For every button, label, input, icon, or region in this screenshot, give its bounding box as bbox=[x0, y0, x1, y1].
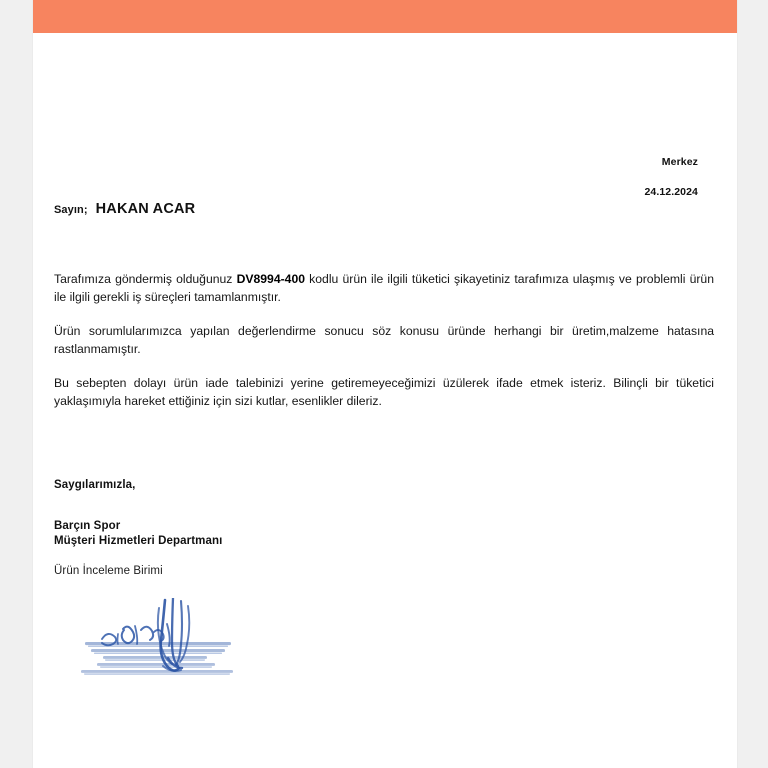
closing-company: Barçın Spor bbox=[54, 520, 121, 532]
branch-label: Merkez bbox=[661, 156, 698, 168]
salutation bbox=[54, 201, 195, 217]
letter-sheet bbox=[33, 33, 737, 768]
closing-department: Müşteri Hizmetleri Departmanı bbox=[54, 534, 223, 547]
stamp-and-signature bbox=[55, 598, 265, 693]
letter-body bbox=[54, 271, 714, 410]
closing-regards: Saygılarımızla, bbox=[54, 479, 136, 491]
date-label: 24.12.2024 bbox=[644, 186, 698, 198]
paragraph-1-before-code: Tarafımıza göndermiş olduğunuz bbox=[54, 272, 237, 286]
paragraph-1-after-code: kodlu ürün ile ilgili tüketici şikayetiniz tarafımıza ulaşmış ve problemli ürün ile ilgili gerekli iş süreçleri tamamlanmıştır. bbox=[54, 272, 714, 304]
paragraph-1 bbox=[54, 271, 714, 306]
letter-page bbox=[33, 0, 737, 768]
paragraph-3: Bu sebepten dolayı ürün iade talebinizi yerine getiremeyeceğimizi üzülerek ifade etmek isteriz. Bilinçli bir tüketici yaklaşımıyla hareket ettiğiniz için sizi kutlar, esenlikler dileriz. bbox=[54, 376, 714, 408]
letter-meta bbox=[398, 155, 698, 199]
salutation-prefix: Sayın; bbox=[54, 204, 88, 216]
recipient-name: HAKAN ACAR bbox=[95, 201, 196, 217]
paragraph-2: Ürün sorumlularımızca yapılan değerlendirme sonucu söz konusu üründe herhangi bir üretim,malzeme hatasına rastlanmamıştır. bbox=[54, 324, 714, 356]
letter-closing bbox=[54, 479, 454, 577]
header-banner bbox=[33, 0, 737, 33]
company-stamp-icon bbox=[55, 598, 265, 693]
closing-unit: Ürün İnceleme Birimi bbox=[54, 565, 163, 577]
product-code: DV8994-400 bbox=[236, 272, 305, 286]
